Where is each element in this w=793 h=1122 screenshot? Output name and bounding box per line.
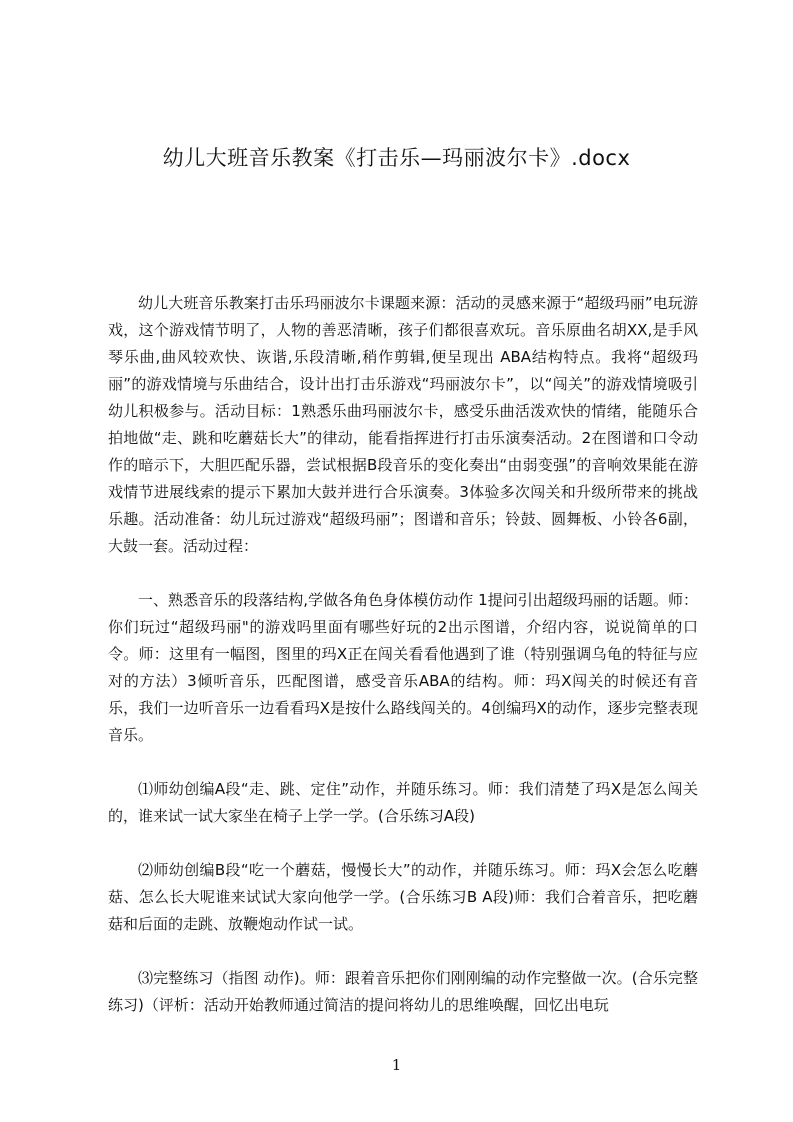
paragraph-intro: 幼儿大班音乐教案打击乐玛丽波尔卡课题来源：活动的灵感来源于“超级玛丽”电玩游戏，这个游戏情节明了，人物的善恶清晰，孩子们都很喜欢玩。音乐原曲名胡XX,是手风琴乐曲,曲风较欢快、诙谐,乐段清晰,稍作剪辑,便呈现出 ABA结构特点。我将“超级玛丽”的游戏情境与乐曲结合，设计出打击乐游戏“玛丽波尔卡”，以“闯关”的游戏情境吸引幼儿积极参与。活动目标：1熟悉乐曲玛丽波尔卡，感受乐曲活泼欢快的情绪，能随乐合拍地做“走、跳和吃蘑菇长大”的律动，能看指挥进行打击乐演奏活动。2在图谱和口令动作的暗示下，大胆匹配乐器，尝试根据B段音乐的变化奏出“由弱变强”的音响效果能在游戏情节进展线索的提示下累加大鼓并进行合乐演奏。3体验多次闯关和升级所带来的挑战乐趣。活动准备：幼儿玩过游戏“超级玛丽”；图谱和音乐；铃鼓、圆舞板、小铃各6副，大鼓一套。活动过程： — [108, 294, 698, 555]
paragraph-substep-1: ⑴师幼创编A段“走、跳、定住”动作，并随乐练习。师：我们清楚了玛X是怎么闯关的，谁来试一试大家坐在椅子上学一学。(合乐练习A段) — [108, 780, 698, 825]
paragraph-substep-2: ⑵师幼创编B段“吃一个蘑菇，慢慢长大”的动作，并随乐练习。师：玛X会怎么吃蘑菇、怎么长大呢谁来试试大家向他学一学。(合乐练习B A段)师：我们合着音乐，把吃蘑菇和后面的走跳、放鞭炮动作试一试。 — [108, 861, 698, 933]
page-number: 1 — [391, 1056, 402, 1074]
paragraph-substep-3: ⑶完整练习（指图 动作)。师：跟着音乐把你们刚刚编的动作完整做一次。(合乐完整练习)（评析：活动开始教师通过简洁的提问将幼儿的思维唤醒，回忆出电玩 — [108, 969, 698, 1014]
document-title: 幼儿大班音乐教案《打击乐—玛丽波尔卡》.docx — [162, 146, 631, 170]
document-body — [108, 290, 698, 1046]
paragraph-step-one: 一、熟悉音乐的段落结构,学做各角色身体模仿动作 1提问引出超级玛丽的话题。师：你们玩过“超级玛丽"的游戏吗里面有哪些好玩的2出示图谱，介绍内容，说说简单的口令。师：这里有一幅图，图里的玛X正在闯关看看他遇到了谁（特别强调乌龟的特征与应对的方法）3倾听音乐，匹配图谱，感受音乐ABA的结构。师：玛X闯关的时候还有音乐，我们一边听音乐一边看看玛X是按什么路线闯关的。4创编玛X的动作，逐步完整表现音乐。 — [108, 591, 698, 744]
